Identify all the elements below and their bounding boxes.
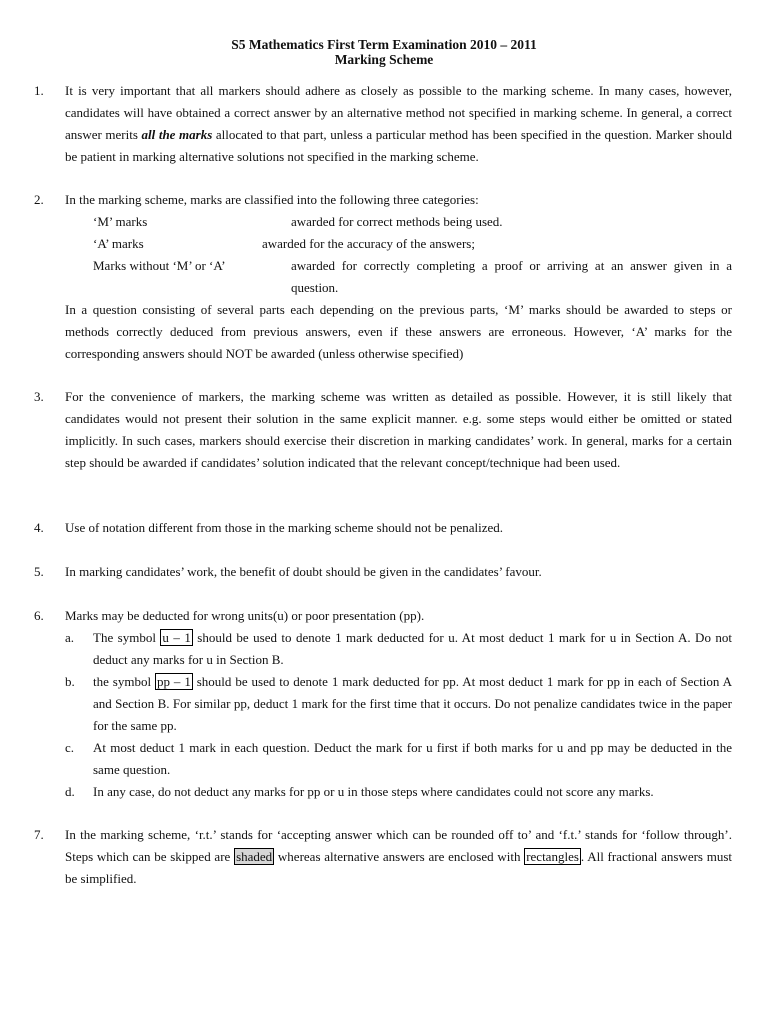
category-row — [65, 233, 732, 255]
item-text: It is very important that all markers should adhere as closely as possible to the marking scheme. In many cases, however, candidates will have obtained a correct answer by an alternative method not specified in marking scheme. In general, a correct answer merits all the marks allocated to that part, unless a particular method has been specified in the question. Marker should be patient in marking alternative solutions not specified in the marking scheme. — [65, 83, 732, 164]
instruction-item-7 — [34, 824, 732, 890]
item-text — [65, 605, 732, 803]
category-label: ‘A’ marks — [93, 236, 144, 251]
category-description: awarded for the accuracy of the answers; — [262, 236, 475, 251]
category-label: Marks without ‘M’ or ‘A’ — [93, 258, 226, 273]
subitem-c: c. At most deduct 1 mark in each question. Deduct the mark for u first if both marks for u and pp may be deducted in the same question. — [65, 737, 732, 781]
subitem-b: b. the symbol pp – 1 should be used to denote 1 mark deducted for pp. At most deduct 1 mark for pp in each of Section A and Section B. For similar pp, deduct 1 mark for the first time that it occurs. Do not penalize candidates twice in the paper for the same pp. — [65, 671, 732, 737]
item-outro: In a question consisting of several parts each depending on the previous parts, ‘M’ marks should be awarded to steps or methods correctly deduced from previous answers, even if these answers are erroneous. However, ‘A’ marks for the corresponding answers should NOT be awarded (unless otherwise specified) — [65, 302, 732, 361]
document-subtitle: Marking Scheme — [334, 52, 434, 67]
item-text — [65, 189, 732, 365]
subitem-a: a. The symbol u – 1 should be used to denote 1 mark deducted for u. At most deduct 1 mark for u in Section A. Do not deduct any marks for u in Section B. — [65, 627, 732, 671]
subitem-letter: b. — [65, 674, 75, 689]
category-description: awarded for correctly completing a proof or arriving at an answer given in a question. — [291, 258, 732, 295]
instruction-item-6 — [34, 605, 732, 803]
document-title: S5 Mathematics First Term Examination 2010 – 2011 — [231, 37, 537, 52]
subitem-letter: c. — [65, 740, 75, 755]
item-text: In marking candidates’ work, the benefit of doubt should be given in the candidates’ favour. — [65, 564, 542, 579]
item-number: 3. — [34, 389, 44, 404]
item-text: For the convenience of markers, the marking scheme was written as detailed as possible. However, it is still likely that candidates would not present their solution in the same explicit manner. e.g. some steps would either be omitted or stated implicitly. In such cases, markers should exercise their discretion in marking candidates’ work. In general, marks for a certain step should be awarded if candidates’ solution indicated that the relevant concept/technique had been used. — [65, 389, 732, 470]
item-number: 4. — [34, 520, 44, 535]
category-description: awarded for correct methods being used. — [291, 214, 503, 229]
item-text: In the marking scheme, ‘r.t.’ stands for ‘accepting answer which can be rounded off to’ and ‘f.t.’ stands for ‘follow through’. Steps which can be skipped are shaded whereas alternative answers are enclosed with rectangles . All fractional answers must be simplified. — [65, 827, 733, 886]
item-intro: In the marking scheme, marks are classified into the following three categories: — [65, 192, 479, 207]
subitem-letter: a. — [65, 630, 75, 645]
item-number: 7. — [34, 827, 44, 842]
item-number: 2. — [34, 192, 44, 207]
emphasis-text: all the marks — [141, 127, 213, 142]
item-number: 6. — [34, 608, 44, 623]
subitem-letter: d. — [65, 784, 75, 799]
category-row — [65, 255, 732, 299]
subitem-d: d. In any case, do not deduct any marks for pp or u in those steps where candidates could not score any marks. — [65, 781, 732, 803]
item-intro: Marks may be deducted for wrong units(u) or poor presentation (pp). — [65, 608, 425, 623]
presentation-deduction-symbol: pp – 1 — [157, 674, 191, 689]
category-label: ‘M’ marks — [93, 214, 148, 229]
category-row — [65, 211, 732, 233]
instruction-item-3 — [34, 386, 732, 474]
item-number: 1. — [34, 83, 44, 98]
instruction-item-2 — [34, 189, 732, 365]
unit-deduction-symbol: u – 1 — [162, 630, 191, 645]
instruction-item-5 — [34, 561, 732, 583]
shaded-example: shaded — [236, 849, 273, 864]
item-number: 5. — [34, 564, 44, 579]
instruction-item-4 — [34, 517, 732, 539]
item-text: Use of notation different from those in the marking scheme should not be penalized. — [65, 520, 504, 535]
instruction-item-1 — [34, 80, 732, 168]
rectangle-example: rectangles — [526, 849, 579, 864]
